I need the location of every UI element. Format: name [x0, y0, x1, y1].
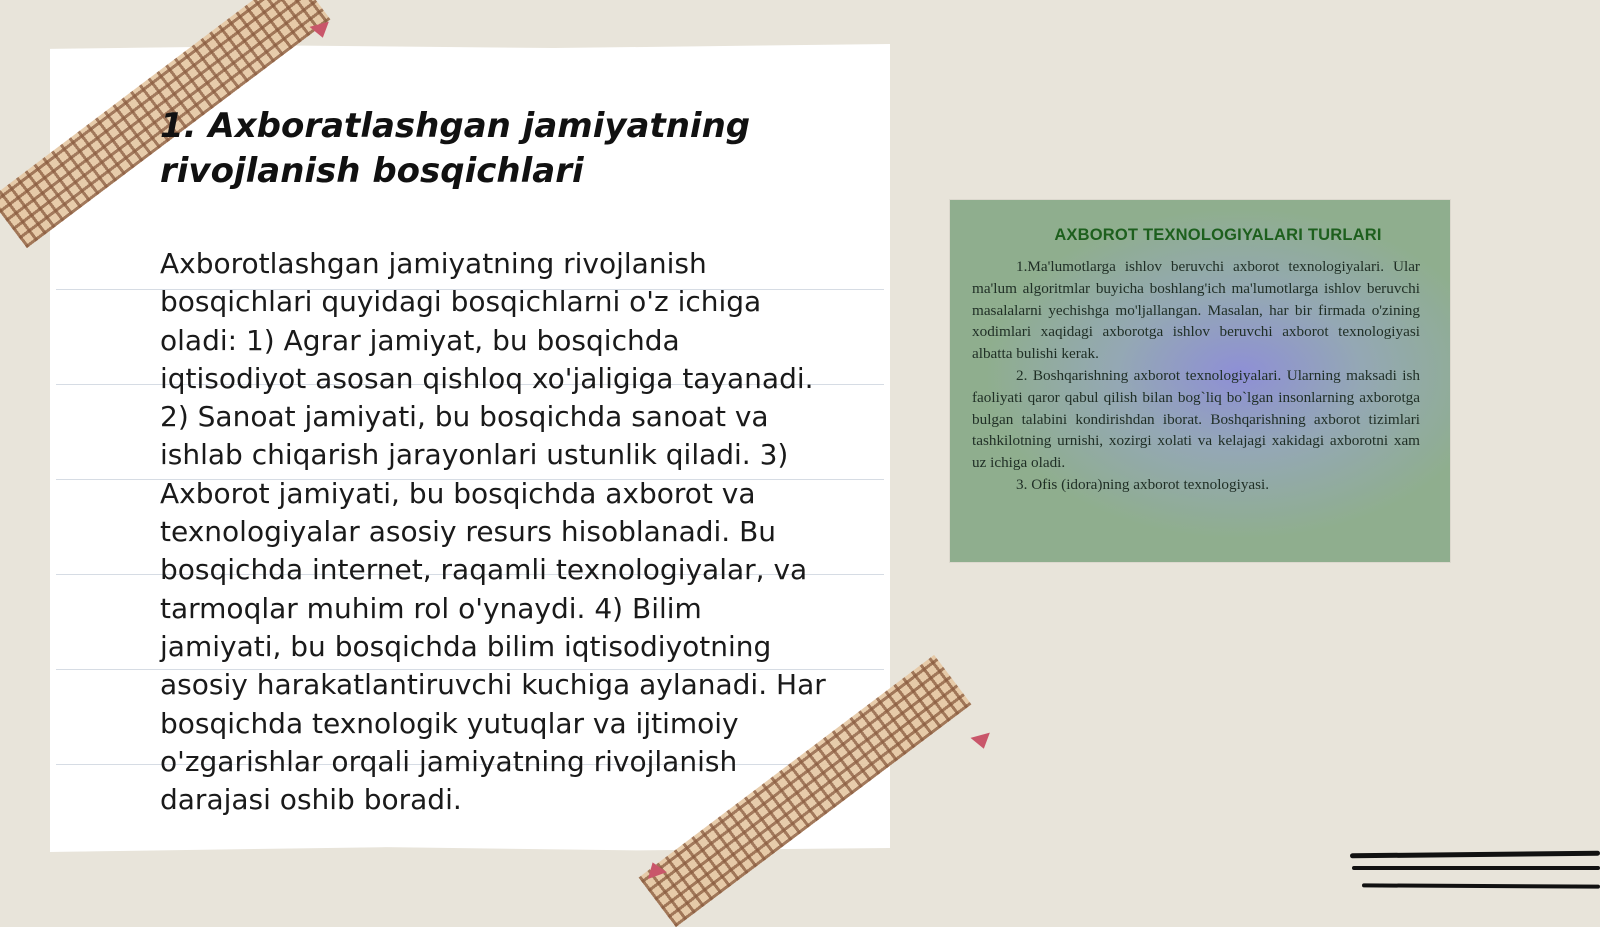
image-paragraph: 2. Boshqarishning axborot texnologiyalari. Ularning maksadi ish faoliyati qaror qabul qilish bilan bog`liq bo`lgan insonlarning axborotga bulgan talabini kondirishdan iborat. Boshqarishning axborot tizimlari tashkilotning urnishi, xozirgi xolati va kelajagi xakidagi axborotni xam uz ichiga oladi.	[972, 366, 1420, 472]
slide-body-text: Axborotlashgan jamiyatning rivojlanish bosqichlari quyidagi bosqichlarni o'z ichiga oladi: 1) Agrar jamiyat, bu bosqichda iqtisodiyot asosan qishloq xo'jaligiga tayanadi. 2) Sanoat jamiyati, bu bosqichda sanoat va ishlab chiqarish jarayonlari ustunlik qiladi. 3) Axborot jamiyati, bu bosqichda axborot va texnologiyalar asosiy resurs hisoblanadi. Bu bosqichda internet, raqamli texnologiyalar, va tarmoqlar muhim rol o'ynaydi. 4) Bilim jamiyati, bu bosqichda bilim iqtisodiyotning asosiy harakatlantiruvchi kuchiga aylanadi. Har bosqichda texnologik yutuqlar va ijtimoiy o'zgarishlar orqali jamiyatning rivojlanish darajasi oshib boradi.	[160, 247, 826, 817]
decorative-brush-stroke	[1350, 851, 1600, 859]
slide-title: 1. Axboratlashgan jamiyatning rivojlanish bosqichlari	[160, 106, 751, 191]
decorative-brush-stroke	[1352, 866, 1600, 870]
image-text-block	[972, 256, 1420, 496]
image-paragraph: 3. Ofis (idora)ning axborot texnologiyasi.	[1016, 475, 1270, 493]
pin-icon	[971, 733, 994, 752]
decorative-brush-stroke	[1362, 883, 1600, 888]
image-heading: AXBOROT TEXNOLOGIYALARI TURLARI	[1054, 226, 1382, 244]
image-paragraph: 1.Ma'lumotlarga ishlov beruvchi axborot texnologiyalari. Ular ma'lum algoritmlar buyicha boshlang'ich ma'lumotlarga ishlov beruvchi masalalarni yechishga mo'ljallangan. Masalan, har bir firmada o'zining xodimlari xaqidagi axborotga ishlov beruvchi axborot texnologiyasi albatta bulishi kerak.	[972, 258, 1420, 363]
scanned-text-image	[950, 200, 1450, 562]
